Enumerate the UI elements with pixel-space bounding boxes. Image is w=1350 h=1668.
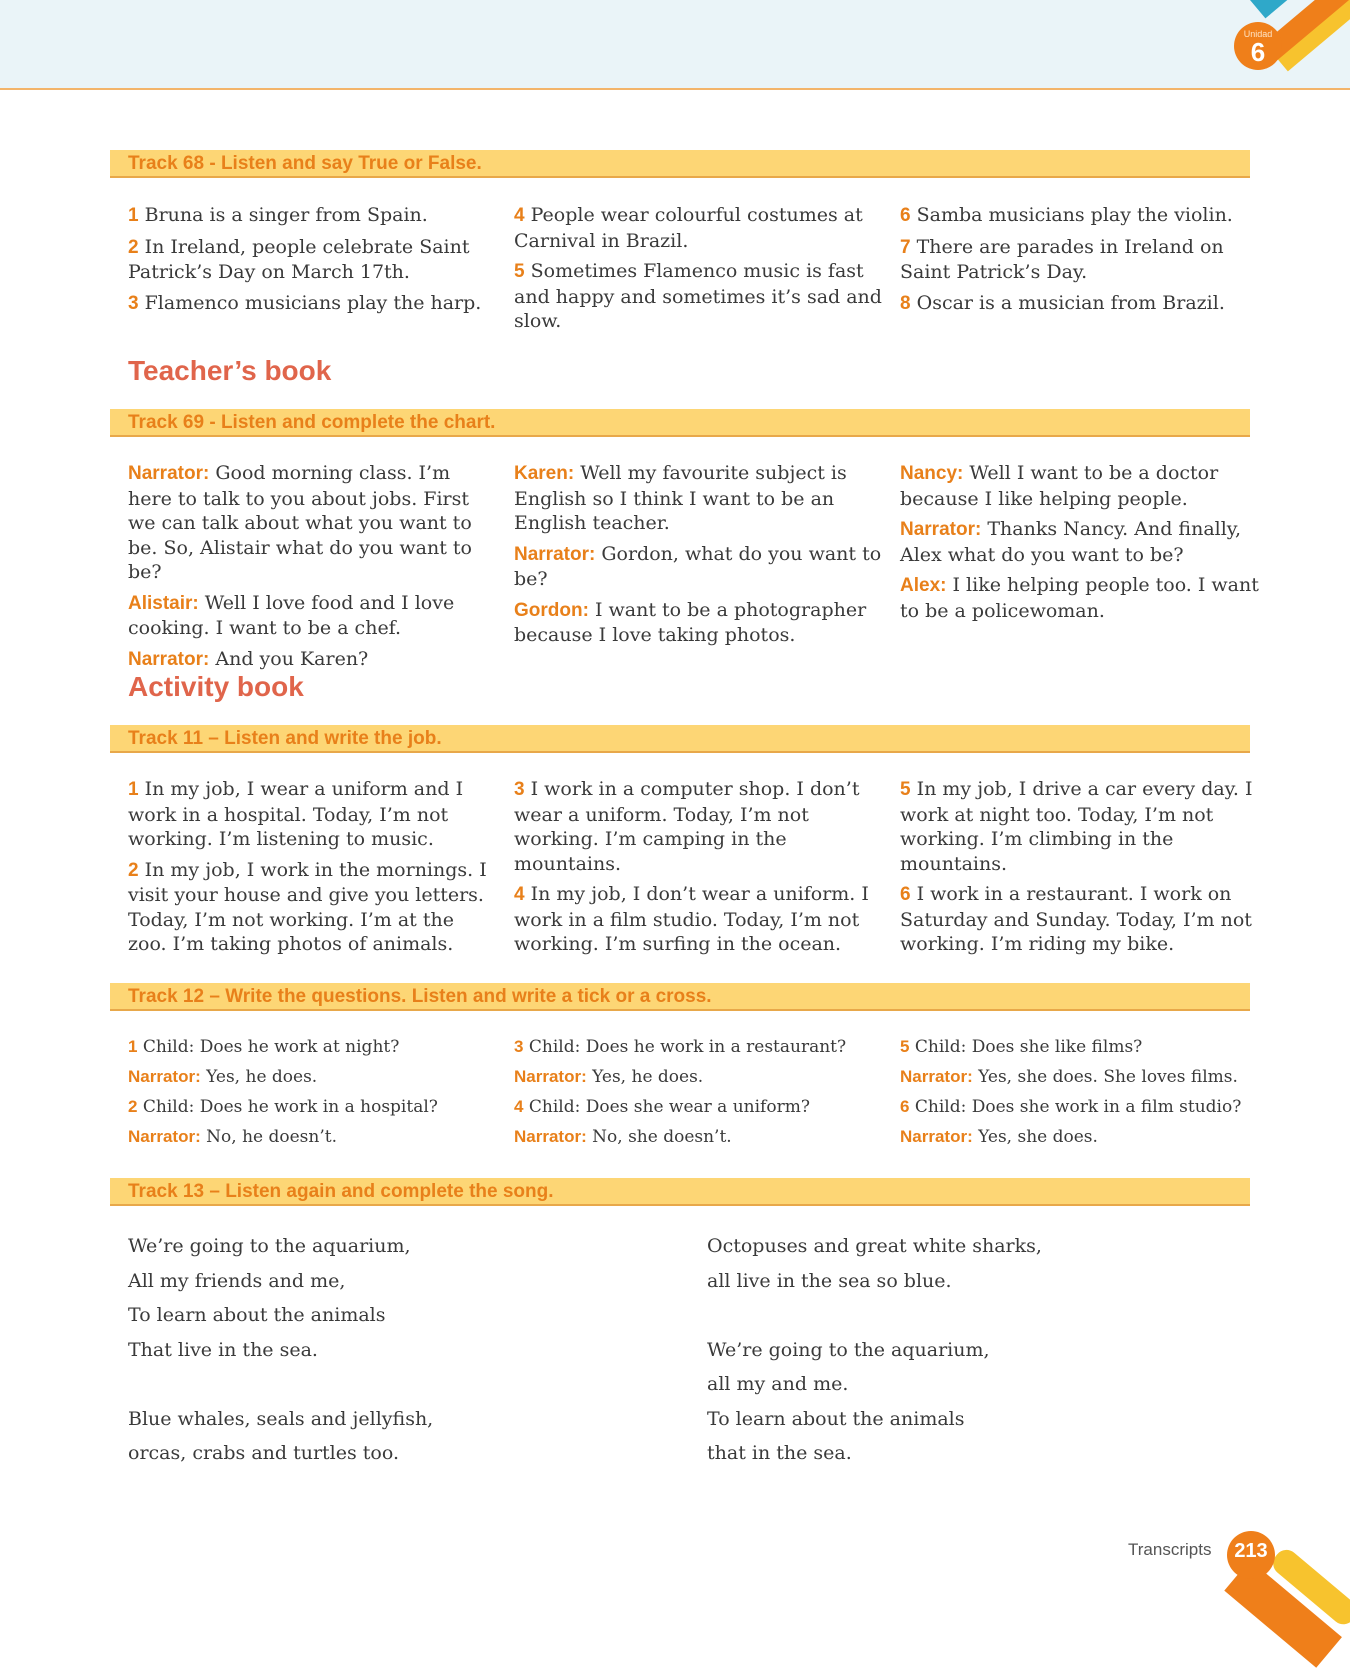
question-line: 3 Child: Does he work in a restaurant? bbox=[514, 1037, 847, 1057]
answer-line: Narrator: Yes, he does. bbox=[128, 1067, 318, 1087]
answer-line: Narrator: Yes, she does. bbox=[900, 1127, 1098, 1147]
answer-line: Narrator: No, she doesn’t. bbox=[514, 1127, 732, 1147]
track-68-column-2 bbox=[514, 203, 884, 340]
question-line: 2 Child: Does he work in a hospital? bbox=[128, 1097, 438, 1117]
list-item: 6 Samba musicians play the violin. bbox=[900, 204, 1233, 226]
dialogue-line: Nancy: Well I want to be a doctor because I like helping people. bbox=[900, 462, 1219, 510]
song-line: We’re going to the aquarium, bbox=[707, 1338, 990, 1361]
list-item: 5 In my job, I drive a car every day. I work at night too. Today, I’m not working. I’m climbing in the mountains. bbox=[900, 778, 1253, 875]
answer-line: Narrator: Yes, she does. She loves films. bbox=[900, 1067, 1238, 1087]
song-line: To learn about the animals bbox=[128, 1304, 386, 1326]
track-68-title: Track 68 - Listen and say True or False. bbox=[110, 150, 1250, 178]
list-item: 5 Sometimes Flamenco music is fast and happy and sometimes it’s sad and slow. bbox=[514, 260, 882, 332]
list-item: 7 There are parades in Ireland on Saint Patrick’s Day. bbox=[900, 235, 1224, 283]
song-line: all live in the sea so blue. bbox=[707, 1269, 952, 1292]
list-item: 3 Flamenco musicians play the harp. bbox=[128, 291, 482, 314]
list-item: 4 In my job, I don’t wear a uniform. I work in a film studio. Today, I’m not working. I’m surfing in the ocean. bbox=[514, 883, 869, 955]
track-69-column-1 bbox=[128, 461, 498, 678]
unit-badge bbox=[1234, 22, 1282, 70]
dialogue-line: Narrator: And you Karen? bbox=[128, 647, 369, 670]
dialogue-line: Narrator: Gordon, what do you want to be? bbox=[514, 542, 882, 590]
header-band bbox=[0, 0, 1350, 90]
list-item: 3 I work in a computer shop. I don’t wear a uniform. Today, I’m not working. I’m camping in the mountains. bbox=[514, 778, 860, 875]
list-item: 1 In my job, I wear a uniform and I work in a hospital. Today, I’m not working. I’m listening to music. bbox=[128, 778, 464, 850]
answer-line: Narrator: Yes, he does. bbox=[514, 1067, 704, 1087]
song-line: We’re going to the aquarium, bbox=[128, 1235, 411, 1257]
track-69-column-3 bbox=[900, 461, 1270, 629]
song-line bbox=[128, 1367, 578, 1402]
list-item: 8 Oscar is a musician from Brazil. bbox=[900, 291, 1225, 314]
song-line: Octopuses and great white sharks, bbox=[707, 1235, 1042, 1257]
dialogue-line: Narrator: Thanks Nancy. And finally, Alex what do you want to be? bbox=[900, 518, 1242, 566]
dialogue-line: Narrator: Good morning class. I’m here to talk to you about jobs. First we can talk about what you want to be. So, Alistair what do you want to be? bbox=[128, 462, 472, 583]
list-item: 2 In my job, I work in the mornings. I visit your house and give you letters. Today, I’m not working. I’m at the zoo. I’m taking photos of animals. bbox=[128, 858, 487, 955]
track-12-column-2 bbox=[514, 1035, 884, 1155]
list-item: 4 People wear colourful costumes at Carnival in Brazil. bbox=[514, 204, 863, 252]
activity-book-heading: Activity book bbox=[128, 671, 304, 702]
dialogue-line: Gordon: I want to be a photographer because I love taking photos. bbox=[514, 598, 867, 646]
track-68-column-1 bbox=[128, 203, 498, 322]
track-11-column-1 bbox=[128, 777, 498, 963]
teachers-book-heading: Teacher’s book bbox=[128, 355, 332, 386]
song-line: orcas, crabs and turtles too. bbox=[128, 1442, 400, 1464]
answer-line: Narrator: No, he doesn’t. bbox=[128, 1127, 337, 1147]
track-13-title: Track 13 – Listen again and complete the song. bbox=[110, 1178, 1250, 1206]
song-line bbox=[707, 1298, 1157, 1333]
question-line: 1 Child: Does he work at night? bbox=[128, 1037, 400, 1057]
song-line: that in the sea. bbox=[707, 1442, 852, 1464]
unit-tab bbox=[1230, 0, 1350, 80]
question-line: 4 Child: Does she wear a uniform? bbox=[514, 1097, 810, 1117]
dialogue-line: Alistair: Well I love food and I love cooking. I want to be a chef. bbox=[128, 591, 455, 639]
track-12-column-3 bbox=[900, 1035, 1300, 1155]
question-line: 5 Child: Does she like films? bbox=[900, 1037, 1143, 1057]
track-69-title: Track 69 - Listen and complete the chart. bbox=[110, 409, 1250, 437]
song-right-column bbox=[707, 1229, 1157, 1471]
track-68-column-3 bbox=[900, 203, 1270, 322]
dialogue-line: Alex: I like helping people too. I want to be a policewoman. bbox=[900, 574, 1259, 622]
song-line: all my and me. bbox=[707, 1373, 849, 1395]
list-item: 2 In Ireland, people celebrate Saint Patrick’s Day on March 17th. bbox=[128, 235, 470, 283]
track-12-title: Track 12 – Write the questions. Listen and write a tick or a cross. bbox=[110, 983, 1250, 1011]
song-line: That live in the sea. bbox=[128, 1338, 318, 1361]
list-item: 6 I work in a restaurant. I work on Saturday and Sunday. Today, I’m not working. I’m riding my bike. bbox=[900, 883, 1252, 955]
list-item: 1 Bruna is a singer from Spain. bbox=[128, 204, 428, 226]
unit-number: 6 bbox=[1250, 37, 1266, 67]
song-line: All my friends and me, bbox=[128, 1269, 346, 1292]
song-line: To learn about the animals bbox=[707, 1407, 965, 1430]
track-11-column-2 bbox=[514, 777, 884, 963]
song-line: Blue whales, seals and jellyfish, bbox=[128, 1407, 434, 1430]
dialogue-line: Karen: Well my favourite subject is English so I think I want to be an English teacher. bbox=[514, 462, 847, 534]
page-number: 213 bbox=[1227, 1531, 1275, 1579]
footer-label: Transcripts bbox=[1128, 1540, 1212, 1559]
track-11-column-3 bbox=[900, 777, 1270, 963]
track-11-title: Track 11 – Listen and write the job. bbox=[110, 725, 1250, 753]
track-12-column-1 bbox=[128, 1035, 498, 1155]
unit-label: Unidad bbox=[1243, 29, 1273, 39]
song-left-column bbox=[128, 1229, 578, 1471]
question-line: 6 Child: Does she work in a film studio? bbox=[900, 1097, 1242, 1117]
track-69-column-2 bbox=[514, 461, 884, 654]
